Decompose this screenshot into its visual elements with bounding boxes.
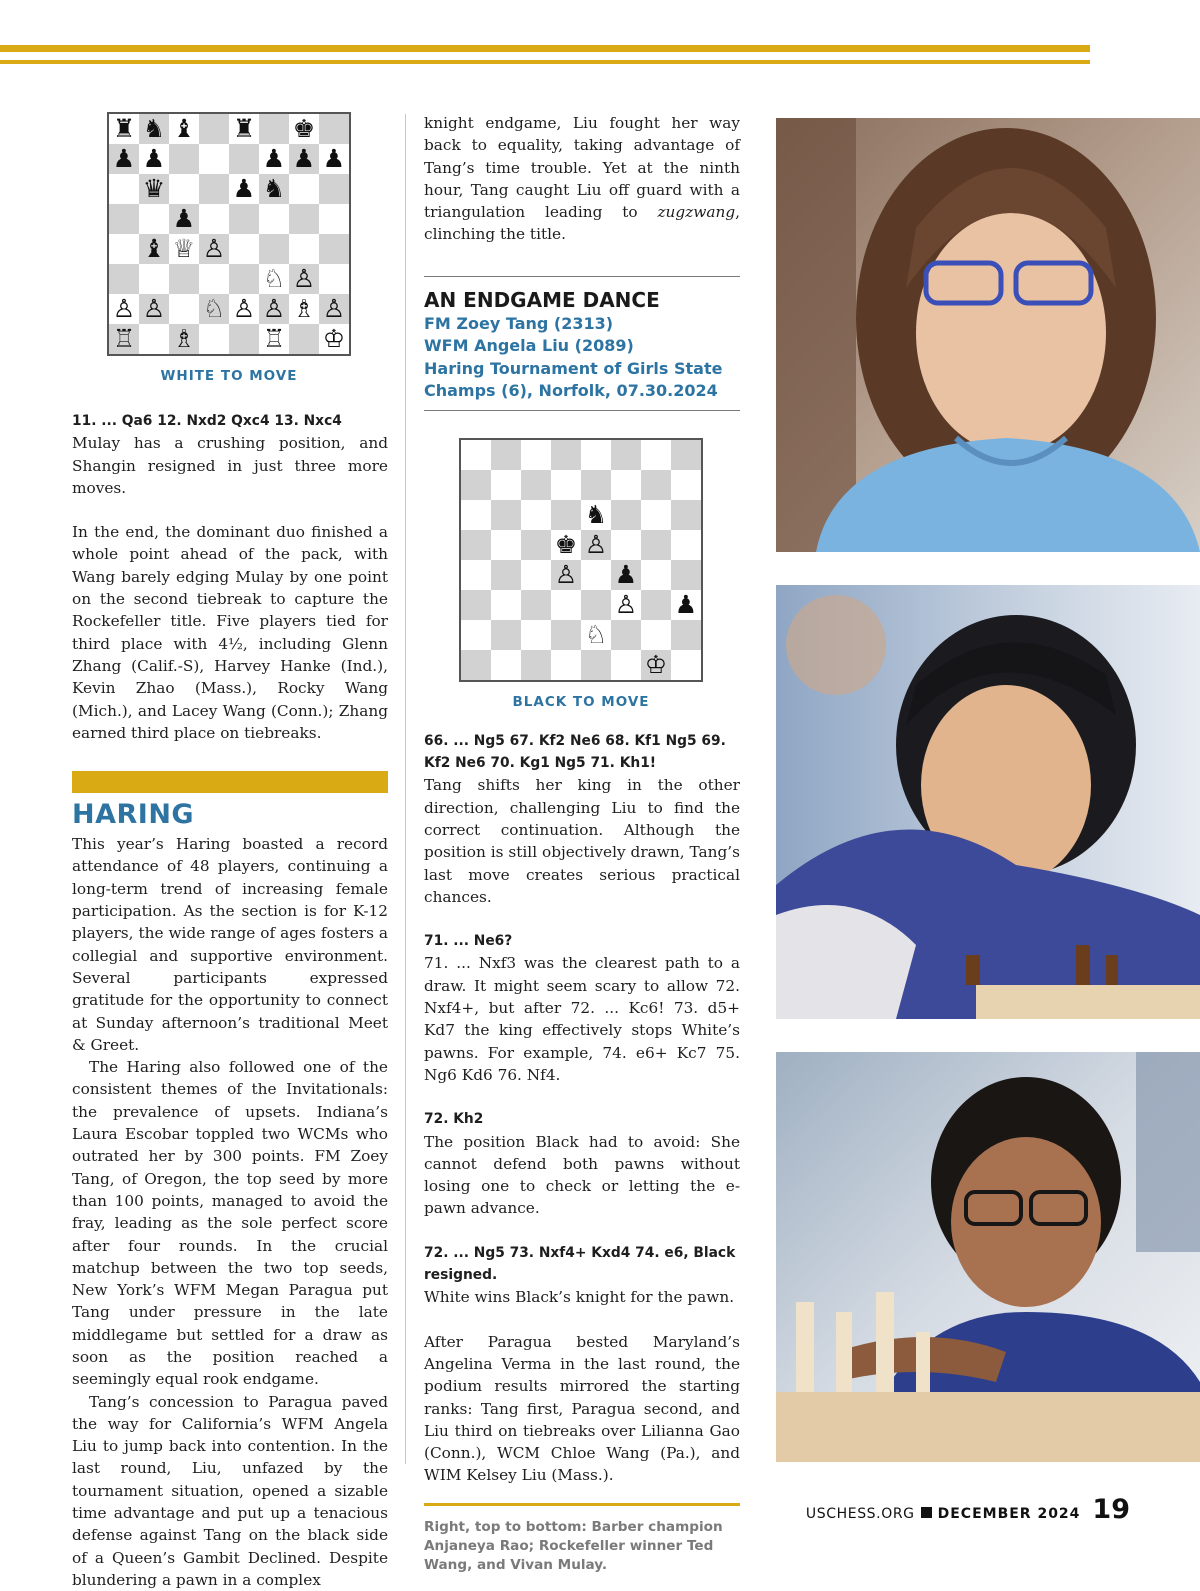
board-square (581, 650, 611, 680)
white-pawn-icon: ♙ (614, 589, 638, 619)
board-square (521, 590, 551, 620)
game-white-player: FM Zoey Tang (2313) (424, 313, 614, 333)
board-square (109, 294, 139, 324)
photo-ted-wang (776, 585, 1200, 1019)
board-square (229, 324, 259, 354)
board-square (289, 174, 319, 204)
emphasis: zugzwang (657, 203, 736, 222)
black-king-icon: ♚ (292, 114, 316, 143)
board-square (319, 114, 349, 144)
paragraph: The position Black had to avoid: She cannot defend both pawns without losing one to check or letting the e-pawn advance. (424, 1132, 740, 1218)
black-pawn-icon: ♟ (322, 144, 346, 173)
board-square (671, 470, 701, 500)
board-square (581, 560, 611, 590)
black-king-icon: ♚ (554, 529, 578, 559)
move-line: 11. ... Qa6 12. Nxd2 Qxc4 13. Nxc4 (72, 413, 342, 429)
board-square (671, 590, 701, 620)
board-square (229, 264, 259, 294)
caption-rule (424, 1503, 740, 1506)
paragraph: Tang shifts her king in the other direction, challenging Liu to find the correct continuation. Although the position is still objectively drawn, Tang’s last move creates serious practical chances. (424, 776, 740, 906)
white-pawn-icon: ♙ (292, 264, 316, 293)
game-black-player: WFM Angela Liu (2089) (424, 336, 634, 356)
black-pawn-icon: ♟ (172, 204, 196, 233)
board-square (581, 470, 611, 500)
board-square (521, 560, 551, 590)
white-pawn-icon: ♙ (232, 294, 256, 323)
black-knight-icon: ♞ (262, 174, 286, 203)
white-knight-icon: ♘ (262, 264, 286, 293)
board-square (491, 620, 521, 650)
board-square (259, 324, 289, 354)
white-king-icon: ♔ (322, 324, 346, 353)
board-square (229, 234, 259, 264)
board-square (139, 324, 169, 354)
board-square (229, 174, 259, 204)
board-square (319, 294, 349, 324)
white-pawn-icon: ♙ (262, 294, 286, 323)
white-pawn-icon: ♙ (202, 234, 226, 263)
black-queen-icon: ♛ (142, 174, 166, 203)
board-square (109, 174, 139, 204)
board-square (461, 560, 491, 590)
paragraph: White wins Black’s knight for the pawn. (424, 1288, 735, 1307)
white-knight-icon: ♘ (202, 294, 226, 323)
board-square (671, 560, 701, 590)
board-square (139, 234, 169, 264)
footer-date: DECEMBER 2024 (937, 1506, 1081, 1522)
board-square (461, 470, 491, 500)
board-square (139, 204, 169, 234)
board-square (169, 264, 199, 294)
paragraph: Mulay has a crushing position, and Shangin resigned in just three more moves. (72, 434, 388, 497)
board-square (551, 650, 581, 680)
board-square (611, 530, 641, 560)
board-square (491, 560, 521, 590)
board-square (641, 470, 671, 500)
board-square (319, 204, 349, 234)
board-square (491, 590, 521, 620)
white-rook-icon: ♖ (262, 324, 286, 353)
white-queen-icon: ♕ (172, 234, 196, 263)
section-bar (72, 771, 388, 793)
board-square (611, 440, 641, 470)
board-square (259, 234, 289, 264)
board-square (491, 530, 521, 560)
board-square (109, 114, 139, 144)
photo-anjaneya-rao (776, 118, 1200, 552)
board-square (259, 264, 289, 294)
board-square (581, 590, 611, 620)
black-pawn-icon: ♟ (674, 589, 698, 619)
black-rook-icon: ♜ (232, 114, 256, 143)
board-square (461, 620, 491, 650)
board-square (551, 500, 581, 530)
board-square (109, 324, 139, 354)
paragraph: The Haring also followed one of the consistent themes of the Invitationals: the prevalence of upsets. Indiana’s Laura Escobar toppled two WCMs who outrated her by 300 points. FM Zoey Tang, of Oregon, the top seed by more than 100 points, managed to avoid the fray, leading as the sole perfect score after four rounds. In the crucial matchup between the two top seeds, New York’s WFM Megan Paragua put Tang under pressure in the late middlegame but settled for a draw as soon as the position reached a seemingly equal rook endgame. (72, 1058, 388, 1389)
board-square (671, 650, 701, 680)
paragraph: After Paragua bested Maryland’s Angelina Verma in the last round, the podium results mirrored the starting ranks: Tang first, Paragua second, and Liu third on tiebreaks over Lilianna Gao (Conn.), WCM Chloe Wang (Pa.), and WIM Kelsey Liu (Mass.). (424, 1332, 740, 1485)
board-square (169, 204, 199, 234)
board-square (289, 204, 319, 234)
black-pawn-icon: ♟ (112, 144, 136, 173)
white-pawn-icon: ♙ (584, 529, 608, 559)
board-square (641, 650, 671, 680)
black-pawn-icon: ♟ (292, 144, 316, 173)
board-square (139, 144, 169, 174)
board-square (521, 530, 551, 560)
board-square (229, 144, 259, 174)
game-header-rule (424, 276, 740, 277)
board-square (199, 294, 229, 324)
board-square (199, 324, 229, 354)
board-square (461, 650, 491, 680)
board-square (259, 144, 289, 174)
board-square (521, 500, 551, 530)
paragraph: In the end, the dominant duo finished a whole point ahead of the pack, with Wang barely edging Mulay by one point on the second tiebreak to capture the Rockefeller title. Five players tied for third place with 4½, including Glenn Zhang (Calif.-S), Harvey Hanke (Ind.), Kevin Zhao (Mass.), Rocky Wang (Mich.), and Lacey Wang (Conn.); Zhang earned third place on tiebreaks. (72, 523, 388, 742)
board-square (169, 174, 199, 204)
white-pawn-icon: ♙ (554, 559, 578, 589)
board-square (491, 470, 521, 500)
board-square (229, 114, 259, 144)
board-square (199, 144, 229, 174)
white-bishop-icon: ♗ (172, 324, 196, 353)
board-square (491, 440, 521, 470)
paragraph: This year’s Haring boasted a record attendance of 48 players, continuing a long-term trend of increasing female participation. As the section is for K-12 players, the wide range of ages fosters a collegial and supportive environment. Several participants expressed gratitude for the opportunity to connect at Sunday afternoon’s traditional Meet & Greet. (72, 835, 388, 1054)
board-square (169, 324, 199, 354)
middle-column (424, 112, 740, 1575)
white-rook-icon: ♖ (112, 324, 136, 353)
board-square (199, 234, 229, 264)
black-pawn-icon: ♟ (232, 174, 256, 203)
photo-caption: Right, top to bottom: Barber champion Anjaneya Rao; Rockefeller winner Ted Wang, and Vivan Mulay. (424, 1518, 723, 1573)
board-square (289, 264, 319, 294)
board-square (169, 144, 199, 174)
board-square (611, 560, 641, 590)
board-square (319, 174, 349, 204)
board-square (611, 500, 641, 530)
board-square (581, 530, 611, 560)
board-square (229, 204, 259, 234)
board-square (551, 470, 581, 500)
board-square (289, 294, 319, 324)
diagram-caption: BLACK TO MOVE (512, 693, 650, 710)
white-pawn-icon: ♙ (322, 294, 346, 323)
move-line: 66. ... Ng5 67. Kf2 Ne6 68. Kf1 Ng5 69. Kf2 Ne6 70. Kg1 Ng5 71. Kh1! (424, 732, 726, 772)
black-pawn-icon: ♟ (142, 144, 166, 173)
white-pawn-icon: ♙ (142, 294, 166, 323)
board-square (259, 294, 289, 324)
board-square (551, 530, 581, 560)
board-square (581, 500, 611, 530)
board-square (461, 530, 491, 560)
board-square (289, 144, 319, 174)
board-square (139, 264, 169, 294)
footer-site: USCHESS.ORG (805, 1506, 915, 1522)
board-square (289, 114, 319, 144)
board-square (611, 650, 641, 680)
board-square (461, 500, 491, 530)
board-square (611, 590, 641, 620)
board-square (461, 590, 491, 620)
diagram-caption: WHITE TO MOVE (160, 368, 298, 384)
black-bishop-icon: ♝ (172, 114, 196, 143)
board-square (461, 440, 491, 470)
board-square (551, 620, 581, 650)
board-square (611, 470, 641, 500)
board-square (671, 530, 701, 560)
board-square (319, 234, 349, 264)
board-square (109, 264, 139, 294)
white-pawn-icon: ♙ (112, 294, 136, 323)
board-square (289, 234, 319, 264)
board-square (521, 440, 551, 470)
move-line: 72. Kh2 (424, 1111, 484, 1128)
board-square (199, 174, 229, 204)
top-gold-rule (0, 45, 1090, 52)
board-square (641, 500, 671, 530)
board-square (551, 590, 581, 620)
board-square (199, 204, 229, 234)
column-divider (405, 114, 406, 1464)
photo-vivan-mulay (776, 1052, 1200, 1462)
board-square (641, 620, 671, 650)
left-column (72, 112, 388, 1591)
game-title: AN ENDGAME DANCE (424, 287, 660, 312)
board-square (169, 234, 199, 264)
move-line: 72. ... Ng5 73. Nxf4+ Kxd4 74. e6, Black resigned. (424, 1244, 736, 1284)
board-square (641, 590, 671, 620)
diagram-1 (72, 112, 388, 384)
board-square (319, 324, 349, 354)
board-square (491, 500, 521, 530)
board-square (521, 650, 551, 680)
paragraph: 71. ... Nxf3 was the clearest path to a draw. It might seem scary to allow 72. Nxf4+, but after 72. ... Kc6! 73. d5+ Kd7 the king effectively stops White’s pawns. For example, 74. e6+ Kc7 75. Ng6 Kd6 76. Nf4. (424, 954, 740, 1084)
board-square (319, 264, 349, 294)
board-square (581, 440, 611, 470)
board-square (611, 620, 641, 650)
chessboard-white-to-move (107, 112, 351, 356)
white-knight-icon: ♘ (584, 619, 608, 649)
board-square (229, 294, 259, 324)
board-square (641, 560, 671, 590)
board-square (109, 234, 139, 264)
board-square (109, 144, 139, 174)
board-square (139, 294, 169, 324)
board-square (491, 650, 521, 680)
game-event: Haring Tournament of Girls State Champs (6), Norfolk, 07.30.2024 (424, 358, 723, 401)
black-rook-icon: ♜ (112, 114, 136, 143)
board-square (259, 204, 289, 234)
square-separator-icon (921, 1507, 932, 1518)
board-square (199, 264, 229, 294)
board-square (641, 440, 671, 470)
black-bishop-icon: ♝ (142, 234, 166, 263)
black-pawn-icon: ♟ (262, 144, 286, 173)
board-square (109, 204, 139, 234)
board-square (259, 174, 289, 204)
black-pawn-icon: ♟ (614, 559, 638, 589)
black-knight-icon: ♞ (584, 499, 608, 529)
black-knight-icon: ♞ (142, 114, 166, 143)
move-line: 71. ... Ne6? (424, 933, 513, 950)
chessboard-black-to-move (459, 438, 703, 682)
section-title: HARING (72, 799, 195, 831)
board-square (199, 114, 229, 144)
board-square (551, 560, 581, 590)
page-number: 19 (1092, 1494, 1130, 1525)
board-square (169, 114, 199, 144)
board-square (139, 114, 169, 144)
top-gold-rule-thin (0, 60, 1090, 64)
board-square (169, 294, 199, 324)
board-square (551, 440, 581, 470)
board-square (139, 174, 169, 204)
board-square (671, 500, 701, 530)
white-bishop-icon: ♗ (292, 294, 316, 323)
board-square (521, 620, 551, 650)
board-square (319, 144, 349, 174)
paragraph: Tang’s concession to Paragua paved the way for California’s WFM Angela Liu to jump back into contention. In the last round, Liu, unfazed by the tournament situation, opened a sizable time advantage and put up a tenacious defense against Tang on the black side of a Queen’s Gambit Declined. Despite blundering a pawn in a complex (72, 1392, 388, 1589)
board-square (289, 324, 319, 354)
board-square (671, 440, 701, 470)
page-footer (806, 1494, 1130, 1525)
board-square (581, 620, 611, 650)
board-square (259, 114, 289, 144)
white-king-icon: ♔ (644, 649, 668, 679)
paragraph: knight endgame, Liu fought her way back to equality, taking advantage of Tang’s time trouble. Yet at the ninth hour, Tang caught Liu off guard with a triangulation leading to zugzwang, clinching the title. (424, 114, 740, 244)
board-square (671, 620, 701, 650)
diagram-2 (424, 438, 740, 710)
board-square (521, 470, 551, 500)
board-square (641, 530, 671, 560)
